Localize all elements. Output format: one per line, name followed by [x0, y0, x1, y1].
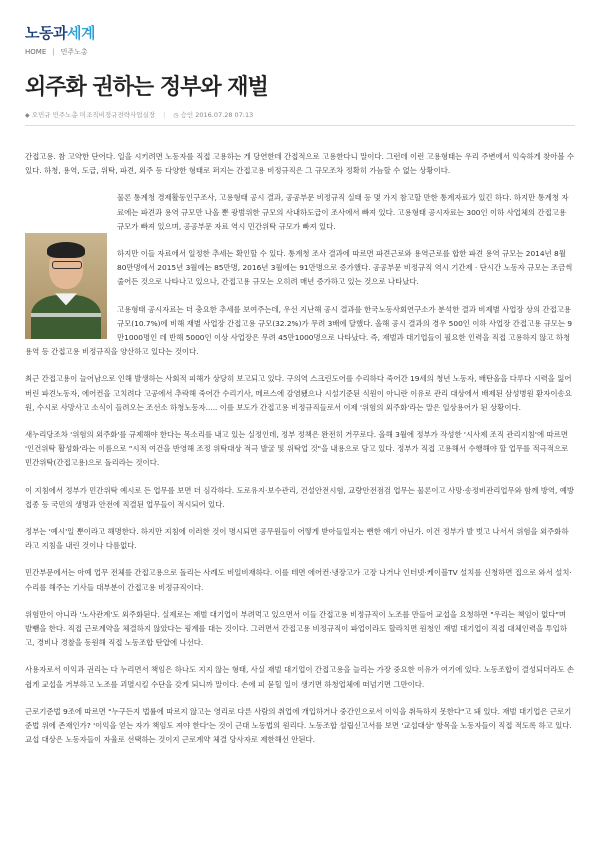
breadcrumb: [25, 47, 88, 57]
paragraph-7: 이 지침에서 정부가 민간위탁 예시로 든 업무를 보면 더 심각하다. 도로유지·보수관리, 건설안전시험, 교량안전점검 업무는 물론이고 사망·송정비관리업무와 함께 방역, 예방접종 등 국민의 생명과 안전에 직결된 업무들이 적시되어 있다.: [25, 485, 575, 509]
paragraph-8: 정부는 '예시'일 뿐이라고 해명한다. 하지만 지침에 이러한 것이 명시되면 공무원들이 어떻게 받아들일지는 뻔한 얘기 아닌가. 이건 정부가 발 벗고 나서서 위험을 외주화하라고 지침을 내린 것이나 다름없다.: [25, 527, 569, 551]
paragraph-12: 근로기준법 9조에 따르면 "누구든지 법률에 따르지 않고는 영리로 다른 사람의 취업에 개입하거나 중간인으로서 이익을 취득하지 못한다"고 돼 있다. 재벌 대기업은 근로기준법 위에 존재인가? '이익을 얻는 자가 책임도 져야 한다'는 것이 근대 노동법의 원리다. 노동조합 설립신고서를 보면 '교섭대상' 항목을 노동자들이 직접 적도록 하고 있다. 교섭 대상은 노동자들이 자율로 선택하는 것이지 근로계약 체결 당사자로 제한해선 안된다.: [25, 706, 572, 745]
article-author: 오민규 민주노총 미조직비정규전략사업실장: [31, 111, 156, 119]
article-body: [25, 150, 575, 761]
paragraph-6: 새누리당조차 '위험의 외주화'를 규제해야 한다는 목소리를 내고 있는 실정인데, 정부 정책은 완전히 거꾸로다. 올해 3월에 정부가 작성한 '시사제 조직 관리지침'에 따르면 '인건위탁 활성화'라는 이름으로 "시적 여건을 반영해 조정 위탁대상 적극 발굴 및 위탁업 것"을 내용으로 담고 있다. 정부가 직접 고용해서 수행해야 할 업무를 적극적으로 민간위탁(간접고용)으로 돌리라는 것이다.: [25, 430, 569, 468]
paragraph-10: 위험만이 아니라 '노사관계'도 외주화된다. 실제로는 재벌 대기업이 부려먹고 있으면서 이들 간접고용 비정규직이 노조를 만들어 교섭을 요청하면 "우리는 책임이 없다"며 발뺌을 한다. 직접 근로계약을 체결하지 않았다는 핑계를 대는 것이다. 그러면서 간접고용 비정규직이 파업이라도 할라치면 원청인 재벌 대기업이 직접 대체인력을 투입하고, 경비나 경찰을 동원해 직접 노동조합 탄압에 나선다.: [25, 609, 567, 648]
header-divider: [25, 125, 575, 126]
article-date: 승인 2016.07.28 07:13: [180, 111, 254, 119]
author-photo: [25, 233, 107, 339]
site-logo[interactable]: [25, 22, 95, 43]
paragraph-1: 간접고용. 참 고약한 단어다. 일을 시키려면 노동자를 직접 고용하는 게 당연한데 간접적으로 고용한다니 말이다. 그런데 이런 고용형태는 우리 주변에서 익숙하게 찾아볼 수 있다. 하청, 용역, 도급, 위탁, 파견, 외주 등 다양한 형태로 퍼지는 간접고용 비정규직은 그 규모조차 정확히 가늠할 수 없는 상황이다.: [25, 152, 575, 176]
breadcrumb-home[interactable]: HOME: [25, 48, 47, 56]
breadcrumb-section[interactable]: 민주노총: [60, 48, 88, 56]
logo-part-2: 세계: [66, 24, 95, 42]
paragraph-11: 사용자로서 이익과 권리는 다 누리면서 책임은 하나도 지지 않는 형태, 사실 재벌 대기업이 간접고용을 늘리는 가장 중요한 이유가 여기에 있다. 노동조합이 결성되더라도 손쉽게 교섭을 거부하고 노조를 괴멸시킬 수단을 갖게 되니까 말이다. 손에 피 묻힐 일이 생기면 하청업체에 떠넘기면 그만이다.: [25, 665, 575, 689]
author-icon: ◆: [25, 112, 30, 119]
paragraph-9: 민간부문에서는 아예 업무 전체를 간접고용으로 돌리는 사례도 비일비재하다. 이를 테면 에어컨·냉장고가 고장 나거나 인터넷·케이블TV 설치를 신청하면 집으로 와서 설치·수리를 해주는 기사들 대부분이 간접고용 비정규직이다.: [25, 568, 572, 592]
article-meta: [25, 110, 253, 119]
article-title: 외주화 권하는 정부와 재벌: [25, 75, 268, 100]
paragraph-4: 고용형태 공시자료는 더 충요한 추세를 보여주는데, 우선 지난해 공시 결과를 한국노동사회연구소가 분석한 결과 비제별 사업장 상의 간접고용 규모(10.7%)에 비해 재별 사업장 간접고용 규모(32.2%)가 무려 3배에 달했다. 올해 공시 결과의 경우 500인 이하 사업장 간접고용 규모는 9만1000명인 데 반해 5000인 이상 사업장은 무려 45만1000명으로 나타났다. 즉, 재벌과 대기업들이 필요한 인력을 직접 고용하지 않고 하청 용역 등 간접고용 비정규직을 양산하고 있다는 것이다.: [25, 304, 573, 357]
meta-divider: |: [163, 111, 166, 119]
paragraph-2: 물론 통계청 경제활동인구조사, 고용형태 공시 결과, 공공부문 비정규직 실태 등 몇 가지 참고할 만한 통계자료가 있긴 하다. 하지만 통계청 자료에는 파견과 용역 규모만 나올 뿐 광범위한 규모의 사내하도급이 조사에서 빠져 있다. 고용형태 공시자료는 300인 이하 사업체의 간접고용 규모가 빠져 있으며, 공공부문 자료 역시 민간위탁 규모가 빠져 있다.: [117, 193, 569, 231]
clock-icon: ◷: [173, 112, 179, 119]
breadcrumb-separator: |: [52, 48, 55, 56]
logo-part-1: 노동과: [25, 24, 67, 42]
paragraph-5: 최근 간접고용이 늘어남으로 인해 발생하는 사회적 피해가 상당히 보고되고 있다. 구의역 스크린도어를 수리하다 죽어간 19세의 청년 노동자, 배탄올을 다루다 시력을 잃어버린 파견노동자, 에어컨을 고치려다 고공에서 추락해 죽어간 수리기사, 메르스에 감염됐으나 시설기준된 식원이 아니란 이유로 관리 대상에서 배제된 삼성병원 환자이송요원, 수시로 사망사고 소식이 들려오는 조선소 하청노동자..... 이를 보도가 간접고용 비정규직들로서 이제 '위험의 외주화'라는 말은 일상용어가 된 상황이다.: [25, 374, 572, 412]
paragraph-3: 하지만 이들 자료에서 일정한 추세는 확인할 수 있다. 통계청 조사 결과에 따르면 파견근로와 용역근로를 합한 파견 용역 규모는 2014년 8월 80만명에서 2015년 3월에는 85만명, 2016년 3월에는 91만명으로 증가했다. 공공부문 비정규직 역시 기간제 · 단시간 노동자 규모는 조금씩 줄어든 것으로 나타나고 있으나, 간접고용 규모는 오히려 매년 증가하고 있는 것으로 나타났다.: [117, 249, 573, 287]
